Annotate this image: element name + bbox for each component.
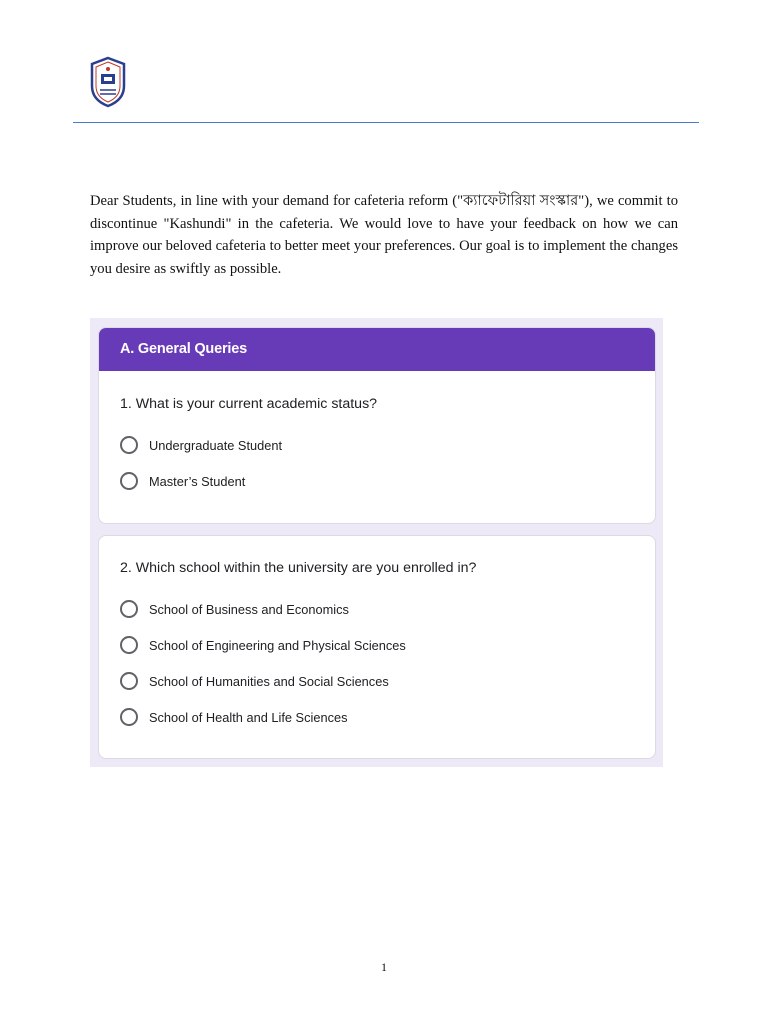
university-logo (88, 56, 128, 108)
option-engineering[interactable] (120, 635, 406, 655)
form-screenshot (90, 318, 663, 767)
option-label: Master’s Student (149, 473, 246, 489)
option-undergraduate[interactable] (120, 435, 282, 455)
option-health[interactable] (120, 707, 347, 727)
radio-button-icon[interactable] (120, 708, 138, 726)
header-divider (73, 122, 699, 123)
section-header: A. General Queries (99, 328, 655, 371)
question-school: 2. Which school within the university are you enrolled in? (120, 560, 477, 576)
option-label: School of Engineering and Physical Sciences (149, 637, 406, 653)
radio-button-icon[interactable] (120, 672, 138, 690)
option-masters[interactable] (120, 471, 245, 491)
question-academic-status: 1. What is your current academic status? (120, 396, 378, 412)
option-label: School of Humanities and Social Sciences (149, 673, 389, 689)
page-number: 1 (381, 960, 387, 974)
option-business[interactable] (120, 599, 349, 619)
option-label: Undergraduate Student (149, 437, 283, 453)
radio-button-icon[interactable] (120, 636, 138, 654)
option-label: School of Business and Economics (149, 601, 349, 617)
intro-paragraph: Dear Students, in line with your demand for cafeteria reform ("ক্যাফেটারিয়া সংস্কার"), we commit to discontinue "Kashundi" in the cafeteria. We would love to have your feedback on how we can improve our beloved cafeteria to better meet your preferences. Our goal is to implement the changes you desire as swiftly as possible. (90, 193, 678, 277)
general-queries-card (98, 327, 656, 524)
radio-button-icon[interactable] (120, 600, 138, 618)
radio-button-icon[interactable] (120, 472, 138, 490)
option-label: School of Health and Life Sciences (149, 709, 348, 725)
school-question-card (98, 535, 656, 759)
radio-button-icon[interactable] (120, 436, 138, 454)
option-humanities[interactable] (120, 671, 389, 691)
